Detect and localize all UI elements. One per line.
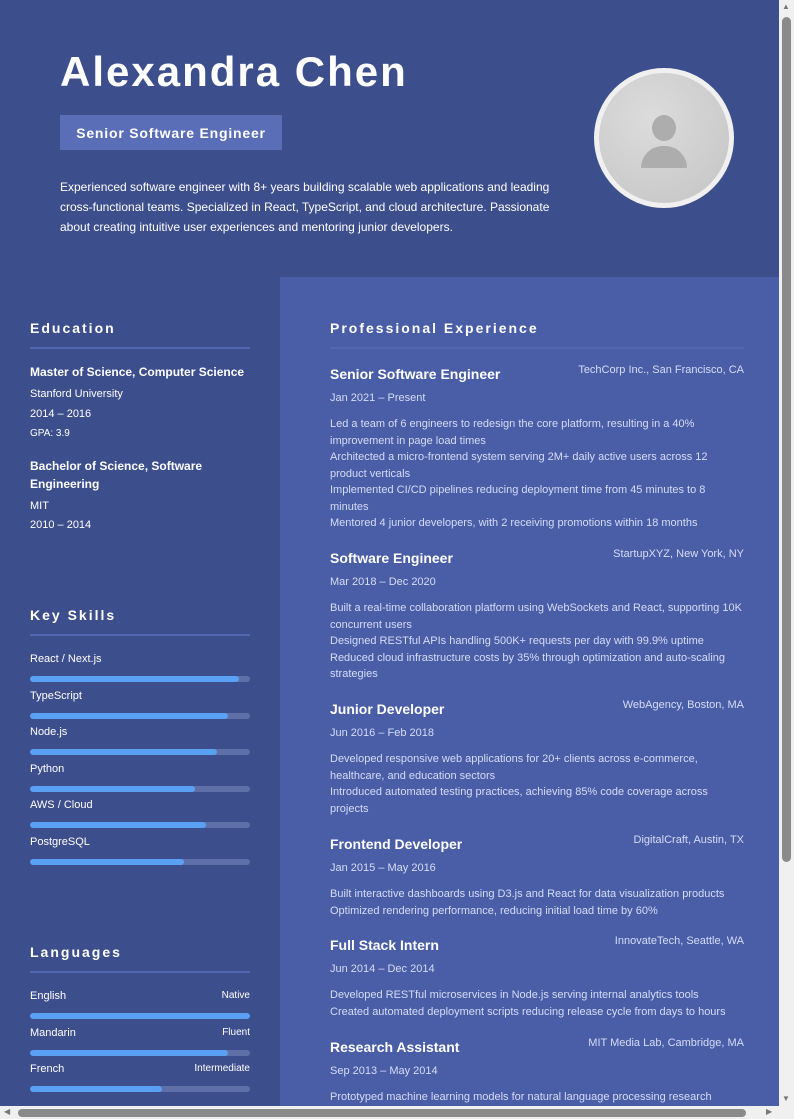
language-proficiency: Fluent [222,1026,250,1038]
experience-heading: Professional Experience [330,320,539,336]
scroll-up-icon[interactable]: ▲ [782,2,790,11]
skill-item [30,653,250,682]
horizontal-scrollbar[interactable] [0,1106,794,1119]
language-bar-fill [30,1050,228,1056]
skill-name: Node.js [30,726,68,739]
divider [30,634,250,636]
scroll-left-icon[interactable]: ◀ [4,1107,11,1116]
job-company: DigitalCraft, Austin, TX [633,834,744,846]
job-bullet: Built a real-time collaboration platform using WebSockets and React, supporting 10K concurrent users [330,602,742,631]
job-dates: Jun 2016 – Feb 2018 [330,727,434,739]
job-entry [330,699,744,817]
avatar-person-icon [652,115,676,141]
resume-header [0,0,779,277]
skill-bar [30,786,250,792]
skill-name: AWS / Cloud [30,799,93,812]
job-bullet: Introduced automated testing practices, achieving 85% code coverage across projects [330,786,708,815]
job-entry [330,834,744,919]
job-bullet: Reduced cloud infrastructure costs by 35% through optimization and auto-scaling strategies [330,651,726,680]
job-dates: Mar 2018 – Dec 2020 [330,576,436,588]
education-gpa: GPA: 3.9 [30,428,70,439]
language-bar-fill [30,1086,162,1092]
divider [30,347,250,349]
job-dates: Jun 2014 – Dec 2014 [330,963,435,975]
summary: Experienced software engineer with 8+ years building scalable web applications and leading cross-functional teams. Specialized in React, TypeScript, and cloud architecture. Passionate about creating intuitive user experiences and mentoring junior developers. [60,180,550,234]
skill-bar [30,859,250,865]
skill-item [30,763,250,792]
job-entry [330,1037,744,1106]
language-name: Mandarin [30,1026,76,1039]
skill-item [30,836,250,865]
job-bullets [330,751,744,817]
skill-bar-fill [30,786,195,792]
job-dates: Sep 2013 – May 2014 [330,1065,438,1077]
job-dates: Jan 2021 – Present [330,392,426,404]
education-heading: Education [30,320,116,336]
education-degree: Bachelor of Science, Software Engineering [30,459,203,491]
language-name: English [30,990,67,1002]
education-school: MIT [30,500,49,512]
skill-name: Python [30,762,65,775]
job-company: WebAgency, Boston, MA [622,699,744,711]
job-entry [330,364,744,532]
job-title-badge: Senior Software Engineer [60,115,282,150]
language-bar-fill [30,1013,250,1019]
skill-bar-fill [30,713,228,719]
skill-bar [30,749,250,755]
language-item [30,1063,250,1092]
job-title: Senior Software Engineer [330,366,501,382]
language-item [30,990,250,1019]
job-company: StartupXYZ, New York, NY [613,548,744,560]
job-bullet: Prototyped machine learning models for natural language processing research [330,1091,712,1103]
skill-name: TypeScript [30,689,82,702]
job-bullet: Mentored 4 junior developers, with 2 receiving promotions within 18 months [330,517,698,529]
job-title: Research Assistant [330,1039,460,1055]
language-proficiency: Intermediate [194,1063,250,1075]
job-company: MIT Media Lab, Cambridge, MA [588,1037,744,1049]
skills-heading: Key Skills [30,607,117,623]
job-title: Junior Developer [330,701,445,717]
job-bullet: Developed responsive web applications for 20+ clients across e-commerce, healthcare, and education sectors [330,753,698,782]
skill-bar-fill [30,822,206,828]
skill-bar [30,713,250,719]
job-title: Frontend Developer [330,836,463,852]
education-years: 2010 – 2014 [30,519,92,531]
job-bullets [330,987,744,1020]
education-degree: Master of Science, Computer Science [30,365,245,379]
skill-bar-fill [30,749,217,755]
job-title: Full Stack Intern [330,937,439,953]
job-bullet: Created automated deployment scripts reducing release cycle from days to hours [330,1005,726,1018]
job-bullet: Implemented CI/CD pipelines reducing deployment time from 45 minutes to 8 minutes [330,484,706,513]
job-bullet: Designed RESTful APIs handling 500K+ requests per day with 99.9% uptime [330,635,704,647]
job-bullets [330,1089,744,1106]
skill-bar [30,822,250,828]
job-bullet: Developed RESTful microservices in Node.js serving internal analytics tools [330,989,699,1001]
vertical-scrollbar[interactable] [779,0,794,1106]
job-bullet: Architected a micro-frontend system serving 2M+ daily active users across 12 product verticals [330,451,708,480]
sidebar [0,277,280,1106]
language-bar [30,1050,250,1056]
job-company: InnovateTech, Seattle, WA [614,935,744,947]
language-item [30,1027,250,1056]
languages-heading: Languages [30,944,122,960]
language-name: French [30,1063,65,1076]
job-bullet: Led a team of 6 engineers to redesign the core platform, resulting in a 40% improvement in page load times [330,418,695,447]
skill-item [30,726,250,755]
job-company: TechCorp Inc., San Francisco, CA [578,364,744,376]
skill-item [30,799,250,828]
skill-name: React / Next.js [30,653,102,665]
language-bar [30,1086,250,1092]
job-title: Software Engineer [330,550,453,566]
language-proficiency: Native [221,990,250,1001]
candidate-name: Alexandra Chen [60,48,408,95]
scroll-down-icon[interactable]: ▼ [782,1094,790,1103]
scrollbar-thumb[interactable] [782,17,791,862]
scrollbar-thumb[interactable] [18,1109,746,1117]
scroll-right-icon[interactable]: ▶ [766,1107,773,1116]
job-entry [330,935,744,1020]
skill-name: PostgreSQL [30,836,90,848]
job-bullets [330,416,744,532]
skill-bar-fill [30,676,239,682]
job-dates: Jan 2015 – May 2016 [330,862,436,874]
job-bullet: Built interactive dashboards using D3.js and React for data visualization products [330,888,725,900]
job-bullets [330,600,744,683]
skill-item [30,690,250,719]
language-bar [30,1013,250,1019]
skill-bar [30,676,250,682]
job-entry [330,548,744,683]
skill-bar-fill [30,859,184,865]
education-school: Stanford University [30,388,123,400]
education-years: 2014 – 2016 [30,408,92,420]
job-bullets [330,886,744,919]
job-bullet: Optimized rendering performance, reducing initial load time by 60% [330,904,658,917]
avatar [594,68,734,208]
divider [330,347,744,349]
divider [30,971,250,973]
